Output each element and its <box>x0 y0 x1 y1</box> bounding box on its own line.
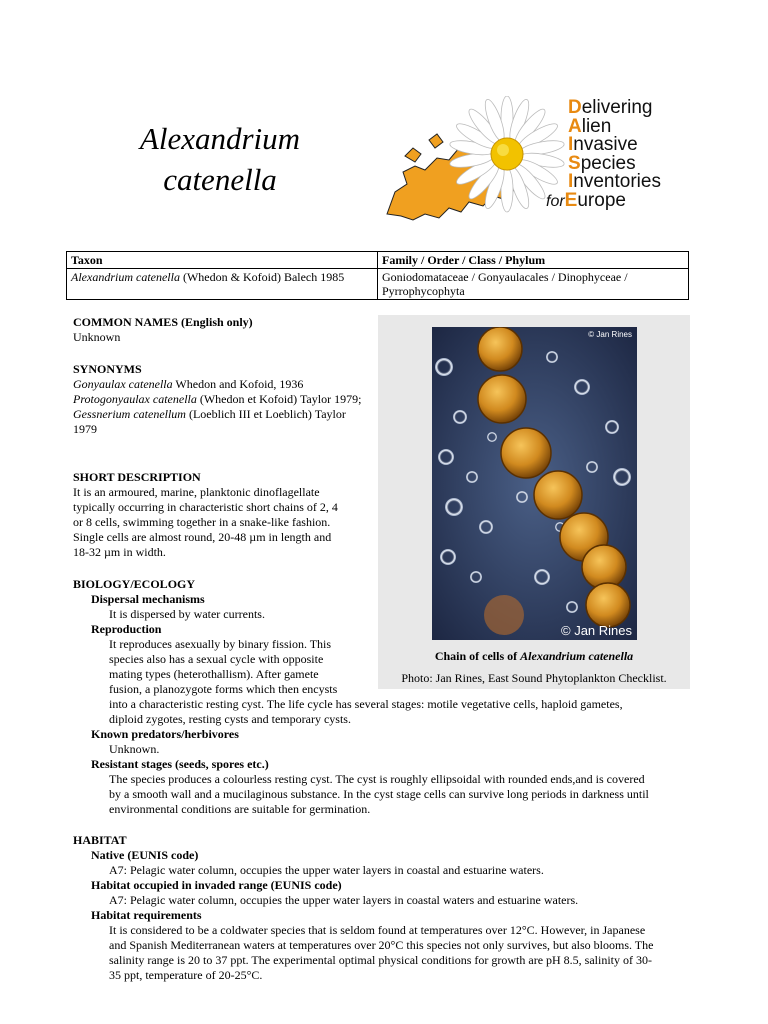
requirements-line: and Spanish Mediterranean waters at temperatures over 20°C this species not only survives, but also blooms. The <box>109 938 654 952</box>
reproduction-line: It reproduces asexually by binary fission. This <box>109 637 332 651</box>
dispersal-text: It is dispersed by water currents. <box>109 607 265 621</box>
daisie-wordmark <box>546 97 661 212</box>
subsection-heading: Native (EUNIS code) <box>91 848 199 862</box>
taxon-cell: Alexandrium catenella (Whedon & Kofoid) Balech 1985 <box>67 269 378 300</box>
reproduction-line: species also has a sexual cycle with opposite <box>109 652 324 666</box>
photo-figure <box>378 315 690 689</box>
logo-line: Delivering <box>568 97 653 118</box>
synonyms-section <box>73 362 363 437</box>
requirements-line: 35 ppt, temperature of 20-25°C. <box>109 968 263 982</box>
description-line: or 8 cells, swimming together in a snake-like fashion. <box>73 515 331 529</box>
section-heading: BIOLOGY/ECOLOGY <box>73 577 196 591</box>
logo-line: Species <box>568 152 636 174</box>
reproduction-line: mating types (heterothallism). After gamete <box>109 667 319 681</box>
taxon-table <box>66 251 689 300</box>
synonym-item: Gessnerium catenellum (Loeblich III et Loeblich) Taylor 1979 <box>73 407 346 436</box>
common-names-section <box>73 315 373 345</box>
cell-chain-image <box>432 327 637 640</box>
reproduction-line: fusion, a planozygote forms which then encysts <box>109 682 338 696</box>
microscope-photo <box>432 327 637 640</box>
taxon-header: Taxon <box>67 252 378 269</box>
synonym-item: Gonyaulax catenella Whedon and Kofoid, 1936 <box>73 377 304 391</box>
daisie-logo <box>385 96 685 226</box>
classification-header: Family / Order / Class / Phylum <box>378 252 689 269</box>
watermark-top: © Jan Rines <box>588 330 632 339</box>
short-description-section <box>73 470 373 560</box>
title-line-2: catenella <box>163 162 277 197</box>
section-heading: SYNONYMS <box>73 362 142 376</box>
subsection-heading: Resistant stages (seeds, spores etc.) <box>91 757 269 771</box>
description-line: typically occurring in characteristic short chains of 2, 4 <box>73 500 338 514</box>
habitat-section <box>73 833 713 983</box>
synonym-item: Protogonyaulax catenella (Whedon et Kofoid) Taylor 1979; <box>73 392 362 406</box>
common-names-text: Unknown <box>73 330 121 344</box>
resistant-line: The species produces a colourless resting cyst. The cyst is roughly ellipsoidal with rounded ends,and is covered <box>109 772 645 786</box>
description-line: It is an armoured, marine, planktonic dinoflagellate <box>73 485 320 499</box>
reproduction-line: into a characteristic resting cyst. The life cycle has several stages: motile vegetative cells, haploid gametes, <box>109 697 623 711</box>
requirements-line: It is considered to be a coldwater species that is seldom found at temperatures over 12°C. However, in Japanese <box>109 923 646 937</box>
resistant-line: by a smooth wall and a mucilaginous substance. In the cyst stage cells can survive long periods in darkness until <box>109 787 649 801</box>
predators-text: Unknown. <box>109 742 160 756</box>
logo-line: Alien <box>568 115 612 137</box>
native-text: A7: Pelagic water column, occupies the upper water layers in coastal and estuarine waters. <box>109 863 544 877</box>
resistant-line: environmental conditions are suitable for germination. <box>109 802 371 816</box>
species-title <box>100 118 340 200</box>
subsection-heading: Habitat requirements <box>91 908 202 922</box>
photo-credit: Photo: Jan Rines, East Sound Phytoplankton Checklist. <box>401 671 667 685</box>
logo-line: Inventories <box>568 171 661 193</box>
classification-cell: Goniodomataceae / Gonyaulacales / Dinophyceae / Pyrrophycophyta <box>378 269 689 300</box>
subsection-heading: Reproduction <box>91 622 162 636</box>
photo-caption: Chain of cells of Alexandrium catenella <box>434 649 634 663</box>
section-heading: COMMON NAMES (English only) <box>73 315 253 329</box>
requirements-line: salinity range is 20 to 37 ppt. The experimental optimal physical conditions for growth are pH 8.5, salinity of 30- <box>109 953 653 967</box>
section-heading: SHORT DESCRIPTION <box>73 470 201 484</box>
table-row <box>67 269 689 300</box>
invaded-text: A7: Pelagic water column, occupies the upper water layers in coastal waters and estuarine waters. <box>109 893 579 907</box>
reproduction-line: diploid zygotes, resting cysts and temporary cysts. <box>109 712 351 726</box>
title-line-1: Alexandrium <box>139 121 301 156</box>
subsection-heading: Dispersal mechanisms <box>91 592 205 606</box>
subsection-heading: Known predators/herbivores <box>91 727 239 741</box>
logo-line: Invasive <box>568 134 638 156</box>
section-heading: HABITAT <box>73 833 127 847</box>
subsection-heading: Habitat occupied in invaded range (EUNIS code) <box>91 878 342 892</box>
watermark-bottom: © Jan Rines <box>561 623 632 638</box>
description-line: Single cells are almost round, 20-48 µm in length and <box>73 530 332 544</box>
description-line: 18-32 µm in width. <box>73 545 166 559</box>
table-header-row <box>67 252 689 269</box>
logo-line: forEurope <box>546 189 626 211</box>
